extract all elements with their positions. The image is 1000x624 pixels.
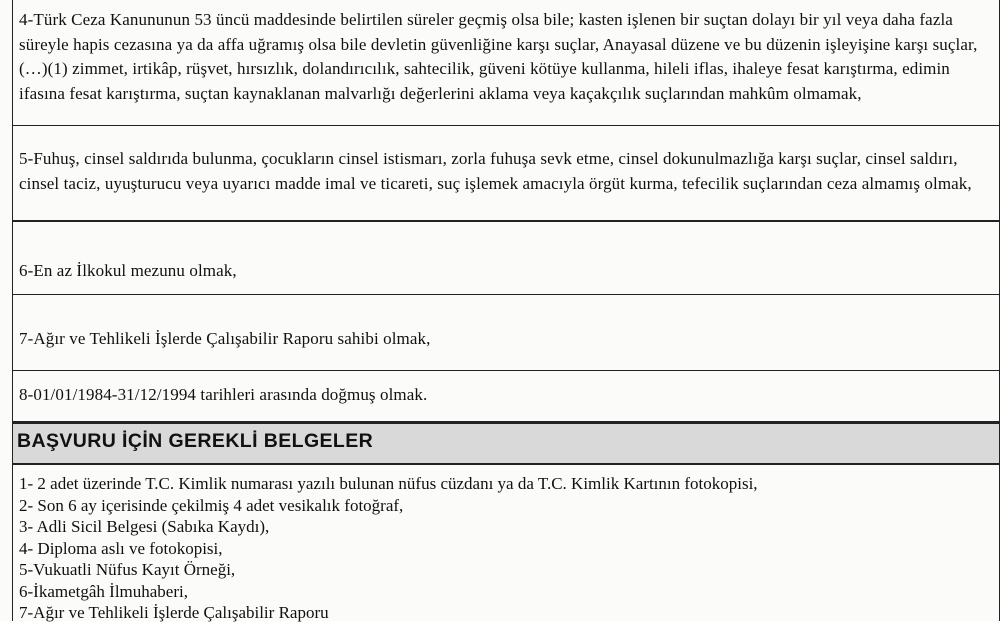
list-item: 3- Adli Sicil Belgesi (Sabıka Kaydı), <box>19 517 270 536</box>
condition-text: 5-Fuhuş, cinsel saldırıda bulunma, çocukların cinsel istismarı, zorla fuhuşa sevk etme, cinsel dokunulmazlığa karşı suçlar, cinsel saldırı, cinsel taciz, uyuşturucu veya uyarıcı madde imal ve ticareti, suç işlemek amacıyla örgüt kurma, tefecilik suçlarından ceza almamış olmak, <box>19 149 972 193</box>
section-heading <box>13 424 999 465</box>
condition-text: 7-Ağır ve Tehlikeli İşlerde Çalışabilir Raporu sahibi olmak, <box>19 329 431 348</box>
list-item: 6-İkametgâh İlmuhaberi, <box>19 581 188 601</box>
condition-text: 6-En az İlkokul mezunu olmak, <box>19 261 237 280</box>
requirements-table <box>12 0 1000 621</box>
condition-row <box>13 0 999 126</box>
condition-row <box>13 222 999 295</box>
list-item: 2- Son 6 ay içerisinde çekilmiş 4 adet vesikalık fotoğraf, <box>19 495 404 515</box>
list-item: 1- 2 adet üzerinde T.C. Kimlik numarası yazılı bulunan nüfus cüzdanı ya da T.C. Kimlik Kartının fotokopisi, <box>19 474 758 493</box>
condition-row <box>13 371 999 424</box>
condition-text: 4-Türk Ceza Kanununun 53 üncü maddesinde belirtilen süreler geçmiş olsa bile; kasten işlenen bir suçtan dolayı bir yıl veya daha fazla süreyle hapis cezasına ya da affa uğramış olsa bile devletin güvenliğine karşı suçlar, Anayasal düzene ve bu düzenin işleyişine karşı suçlar, (…)(1) zimmet, irtikâp, rüşvet, hırsızlık, dolandırıcılık, sahtecilik, güveni kötüye kullanma, hileli iflas, ihaleye fesat karıştırma, edimin ifasına fesat karıştırma, suçtan kaynaklanan malvarlığı değerlerini aklama veya kaçakçılık suçlarından mahkûm olmamak, <box>19 10 978 103</box>
list-item: 7-Ağır ve Tehlikeli İşlerde Çalışabilir Raporu <box>19 603 329 622</box>
list-item: 5-Vukuatli Nüfus Kayıt Örneği, <box>19 560 236 579</box>
condition-row <box>13 126 999 222</box>
list-item: 4- Diploma aslı ve fotokopisi, <box>19 538 223 558</box>
condition-text: 8-01/01/1984-31/12/1994 tarihleri arasında doğmuş olmak. <box>19 385 428 404</box>
required-documents-list <box>13 465 999 621</box>
condition-row <box>13 295 999 371</box>
section-title: BAŞVURU İÇİN GEREKLİ BELGELER <box>17 430 374 452</box>
